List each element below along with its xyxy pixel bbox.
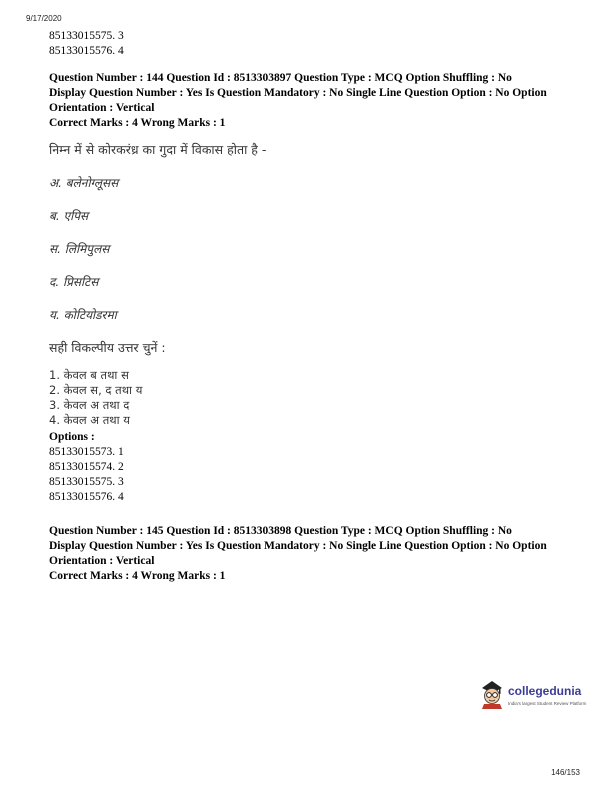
- q144-answer-3: 3. केवल अ तथा द: [49, 398, 130, 412]
- q144-option-1: 85133015573. 1: [49, 446, 124, 458]
- q144-marks: Correct Marks : 4 Wrong Marks : 1: [49, 117, 226, 129]
- page-number: 146/153: [551, 768, 580, 777]
- question-145: [49, 524, 589, 584]
- question-144: [49, 71, 589, 505]
- collegedunia-logo: [478, 679, 588, 713]
- q144-answer-4: 4. केवल अ तथा य: [49, 413, 130, 427]
- logo-wordmark: collegedunia: [508, 684, 582, 698]
- q145-marks: Correct Marks : 4 Wrong Marks : 1: [49, 570, 226, 582]
- print-date: 9/17/2020: [26, 14, 62, 23]
- q144-answer-list: [49, 368, 589, 428]
- q144-item-a: अ. बलेनोग्लूसस: [49, 176, 119, 190]
- q144-item-c: स. लिमिपुलस: [49, 242, 110, 256]
- q144-item-b: ब. एपिस: [49, 209, 89, 223]
- q145-meta-line2: Display Question Number : Yes Is Question Mandatory : No Single Line Question Option : No Option: [49, 540, 547, 552]
- q145-meta-line3: Orientation : Vertical: [49, 555, 155, 567]
- q144-option-2: 85133015574. 2: [49, 461, 124, 473]
- q144-option-3: 85133015575. 3: [49, 476, 124, 488]
- page-content: [49, 29, 589, 584]
- q144-meta-line2: Display Question Number : Yes Is Question Mandatory : No Single Line Question Option : No Option: [49, 87, 547, 99]
- q144-options-label: Options :: [49, 431, 95, 443]
- q144-option-4: 85133015576. 4: [49, 491, 124, 503]
- q144-answer-1: 1. केवल ब तथा स: [49, 368, 129, 382]
- q144-meta-line3: Orientation : Vertical: [49, 102, 155, 114]
- q144-item-e: य. कोटियोडरमा: [49, 308, 117, 322]
- q144-item-d: द. प्रिसटिस: [49, 275, 99, 289]
- q144-stem: निम्न में से कोरकरंध्र का गुदा में विकास होता है -: [49, 142, 267, 157]
- logo-tagline: India's largest Student Review Platform: [508, 701, 587, 706]
- q144-meta-line1: Question Number : 144 Question Id : 8513303897 Question Type : MCQ Option Shuffling : No: [49, 72, 512, 84]
- prev-option-3: 85133015575. 3: [49, 30, 124, 42]
- mascot-icon: [478, 679, 506, 709]
- q144-answer-2: 2. केवल स, द तथा य: [49, 383, 143, 397]
- q144-ask: सही विकल्पीय उत्तर चुनें :: [49, 340, 166, 355]
- prev-option-4: 85133015576. 4: [49, 45, 124, 57]
- q145-meta-line1: Question Number : 145 Question Id : 8513303898 Question Type : MCQ Option Shuffling : No: [49, 525, 512, 537]
